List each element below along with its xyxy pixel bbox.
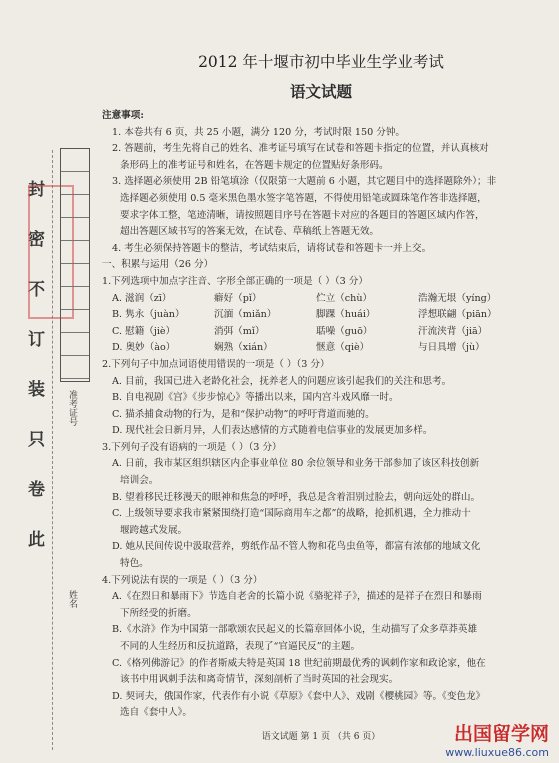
q1-option: 汗流浃背（jiā） <box>418 325 488 337</box>
q3-option: 堰跨越式发展。 <box>120 524 188 536</box>
binding-char: 密 <box>28 230 47 250</box>
note-line: 选择题必须使用 0.5 毫米黑色墨水签字笔答题，不得使用铅笔或圆珠笔作答非选择题， <box>120 192 487 204</box>
q1-option: 浮想联翩（piān） <box>418 309 497 321</box>
q1-option-row <box>102 291 542 308</box>
q2-option: C. 猫杀捕食动物的行为，是和“保护动物”的呼吁背道而驰的。 <box>112 408 375 420</box>
binding-char: 只 <box>28 430 47 450</box>
q3-option: 特色。 <box>120 558 149 570</box>
binding-char: 封 <box>28 180 47 200</box>
question-stem: 2.下列句子中加点词语使用错误的一项是（ ）（3 分） <box>102 358 330 370</box>
binding-char: 卷 <box>28 480 47 500</box>
note-line: 2. 答题前，考生先将自己的姓名、准考证号填写在试卷和答题卡指定的位置，并认真核对 <box>112 143 489 155</box>
binding-char: 装 <box>28 380 47 400</box>
binding-char: 不 <box>28 280 47 300</box>
q2-option: A. 目前，我国已进入老龄化社会，抚养老人的问题应该引起我们的关注和思考。 <box>112 375 452 387</box>
binding-char: 订 <box>28 330 47 350</box>
q4-option: 下所经受的折磨。 <box>120 607 197 619</box>
q1-option: 与日具增（jù） <box>418 342 485 354</box>
q1-option: 浩瀚无垠（yíng） <box>418 292 497 304</box>
q1-option: C. 慰籍（jiè） <box>112 325 176 337</box>
note-line: 要求字体工整，笔迹清晰，请按照题目序号在答题卡对应的各题目的答题区域内作答， <box>120 209 485 221</box>
exam-title: 2012 年十堰市初中毕业生学业考试 <box>198 53 444 71</box>
q1-option: 惬意（qiè） <box>316 342 370 354</box>
note-line: 超出答题区域书写的答案无效，在试卷、草稿纸上答题无效。 <box>120 226 380 238</box>
note-line: 1. 本卷共有 6 页，共 25 小题，满分 120 分，考试时限 150 分钟。 <box>112 126 406 138</box>
q3-option: D. 她从民间传说中汲取营养，剪纸作品不管人物和花鸟虫鱼等，都富有浓郁的地域文化 <box>112 541 481 553</box>
q3-option: 培训会。 <box>120 475 159 487</box>
exam-body <box>102 108 542 722</box>
name-label: 姓名 <box>67 590 77 608</box>
binding-char: 此 <box>28 530 47 550</box>
q1-option-row <box>102 340 542 357</box>
q4-option: 不同的人生经历和反抗道路，表现了“官逼民反”的主题。 <box>120 641 361 652</box>
q3-option: A. 日前，我市某区组织辖区内企事业单位 80 余位领导和业务干部参加了该区科技创新 <box>112 458 480 470</box>
q1-option-row <box>102 324 542 341</box>
watermark-url: www.liuxue86.com <box>445 746 549 759</box>
q2-option: D. 现代社会日新月异，人们表达感情的方式随着电信事业的发展更加多样。 <box>112 425 433 437</box>
q1-option: 消弭（mǐ） <box>214 325 265 337</box>
q1-option: 伫立（chù） <box>316 292 373 304</box>
page-footer: 语文试题 第 1 页 （共 6 页） <box>261 732 381 742</box>
section-heading: 一、积累与运用（26 分） <box>102 259 214 271</box>
note-line: 条形码上的准考证号和姓名，在答题卡规定的位置贴好条形码。 <box>120 159 389 171</box>
q4-option: A.《在烈日和暴雨下》节选自老舍的长篇小说《骆驼祥子》，描述的是祥子在烈日和暴雨 <box>112 591 482 603</box>
q4-option: D. 契诃夫，俄国作家，代表作有小说《草原》《套中人》、戏剧《樱桃园》等。《变色龙》 <box>112 690 486 702</box>
watermark <box>445 719 549 759</box>
q2-option: B. 自电视剧《宫》《步步惊心》等播出以来，国内宫斗戏风靡一时。 <box>112 392 399 404</box>
q1-option: B. 隽永（juàn） <box>112 309 185 321</box>
exam-content <box>98 0 544 763</box>
q3-option: B. 望着移民迁移漫天的眼神和焦急的呼呼，我总是含着泪别过脸去，朝向远处的群山。 <box>112 491 481 503</box>
q3-option: C. 上级领导要求我市紧紧围绕打造“国际商用车之都”的战略，抢抓机遇，全力推动十 <box>112 508 471 520</box>
question-stem: 4.下列说法有误的一项是（ ）（3 分） <box>102 574 263 586</box>
exam-number-grid <box>60 148 90 382</box>
q4-option: C.《格列佛游记》的作者斯威夫特是英国 18 世纪前期最优秀的讽刺作家和政论家，他在 <box>112 657 486 669</box>
exam-subtitle: 语文试题 <box>289 82 352 101</box>
question-stem: 3.下列句子没有语病的一项是（ ）（3 分） <box>102 441 282 453</box>
note-line: 3. 选择题必须使用 2B 铅笔填涂（仅限第一大题前 6 小题，其它题目中的选择题除外）；非 <box>112 176 497 188</box>
watermark-title: 出国留学网 <box>453 723 549 745</box>
q1-option: 沉湎（miǎn） <box>214 309 277 321</box>
q1-option-row <box>102 307 542 324</box>
question-stem: 1.下列选项中加点字注音、字形全部正确的一项是（ ）（3 分） <box>102 275 368 287</box>
q1-option: 娴熟（xián） <box>214 342 273 354</box>
q1-option: D. 奥妙（ào） <box>112 342 176 354</box>
q4-option: 选自《套中人》。 <box>120 707 192 719</box>
note-line: 4. 考生必须保持答题卡的整洁，考试结束后，请将试卷和答题卡一并上交。 <box>112 242 432 254</box>
q4-option: 该书中用讽刺手法和离奇情节，深刻剖析了当时英国的社会现实。 <box>120 674 399 686</box>
exam-number-label: 准考证号 <box>67 390 77 426</box>
q1-option: 癖好（pǐ） <box>214 292 262 304</box>
q4-option: B.《水浒》作为中国第一部歌颂农民起义的长篇章回体小说，生动描写了众多草莽英雄 <box>112 624 478 636</box>
notes-heading: 注意事项: <box>102 110 144 121</box>
q1-option: 脚踝（huái） <box>316 309 376 321</box>
q1-option: 聒噪（guō） <box>316 325 373 337</box>
q1-option: A. 滋润（zī） <box>112 292 172 304</box>
